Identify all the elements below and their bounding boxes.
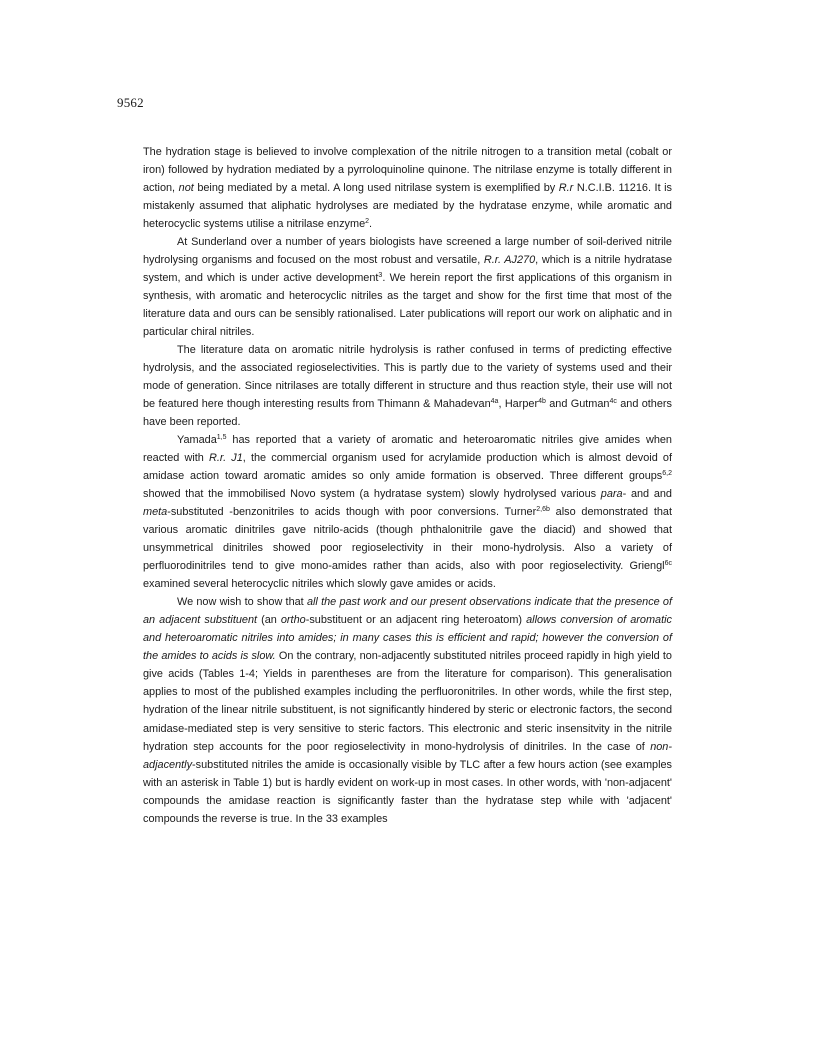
- text-run: -substituent or an adjacent ring heteroatom): [305, 614, 527, 627]
- italic-text: allows conversion of aromatic and heteroaromatic nitriles into amides; in many cases this is efficient and rapid; however the conversion of the amides to acids is slow.: [143, 614, 672, 663]
- text-run: The hydration stage is believed to involve complexation of the nitrile nitrogen to a transition metal (cobalt or iron) followed by hydration mediated by a pyrroloquinoline quinone. The nitrilase enzyme is totally different in action,: [143, 146, 672, 195]
- paragraph: [143, 341, 672, 431]
- text-run: We now wish to show that: [177, 596, 307, 609]
- text-run: being mediated by a metal. A long used nitrilase system is exemplified by: [193, 182, 559, 195]
- italic-text: ortho: [280, 614, 306, 627]
- text-run: At Sunderland over a number of years biologists have screened a large number of soil-derived nitrile hydrolysing organisms and focused on the most robust and versatile,: [143, 236, 672, 267]
- text-run: , the commercial organism used for acrylamide production which is almost devoid of amidase action toward aromatic amides so only amide formation is observed. Three different groups: [143, 452, 672, 483]
- paragraph: [143, 431, 672, 593]
- text-run: examined several heterocyclic nitriles which slowly gave amides or acids.: [143, 578, 496, 591]
- text-run: N.C.I.B. 11216. It is mistakenly assumed that aliphatic hydrolyses are mediated by the hydratase enzyme, while aromatic and heterocyclic systems utilise a nitrilase enzyme: [143, 182, 672, 231]
- text-run: .: [369, 218, 373, 231]
- text-run: -substituted nitriles the amide is occasionally visible by TLC after a few hours action (see examples with an asterisk in Table 1) but is hardly evident on work-up in most cases. In other words, with 'non-adjacent' compounds the amidase reaction is significantly faster than the hydratase step while with 'adjacent' compounds the reverse is true. In the 33 examples: [143, 758, 672, 825]
- text-run: also demonstrated that various aromatic dinitriles gave nitrilo-acids (though phthalonitrile gave the diacid) and showed that unsymmetrical dinitriles showed poor regioselectivity in their mono-hydrolysis. Also a variety of perfluorodinitriles tend to give mono-amides rather than acids, also with poor regioselectivity. Griengl: [143, 506, 672, 573]
- text-run: - and and: [622, 488, 672, 501]
- text-run: and others have been reported.: [143, 398, 672, 429]
- text-run: has reported that a variety of aromatic and heteroaromatic nitriles give amides when reacted with: [143, 434, 672, 465]
- text-run: , which is a nitrile hydratase system, and which is under active development: [143, 254, 673, 285]
- reference-superscript: 1,5: [216, 434, 227, 442]
- reference-superscript: 2: [365, 218, 370, 226]
- text-run: and Gutman: [545, 398, 610, 411]
- text-run: showed that the immobilised Novo system (a hydratase system) slowly hydrolysed various: [143, 488, 601, 501]
- reference-superscript: 4b: [538, 398, 546, 406]
- italic-text: all the past work and our present observations indicate that the presence of an adjacent substituent: [143, 596, 673, 627]
- text-run: Yamada: [177, 434, 217, 447]
- reference-superscript: 6,2: [662, 470, 672, 478]
- text-run: , Harper: [498, 398, 539, 411]
- italic-text: R.r: [558, 182, 574, 195]
- reference-superscript: 4a: [490, 398, 499, 406]
- page-number: 9562: [117, 95, 144, 110]
- text-run: The literature data on aromatic nitrile hydrolysis is rather confused in terms of predicting effective hydrolysis, and the associated regioselectivities. This is partly due to the variety of systems used and their mode of generation. Since nitrilases are totally different in structure and thus reaction style, their use will not be featured here though interesting results from Thimann & Mahadevan: [143, 344, 672, 411]
- italic-text: meta: [143, 506, 168, 519]
- reference-superscript: 6c: [664, 560, 672, 568]
- text-run: . We herein report the first applications of this organism in synthesis, with aromatic and heterocyclic nitriles as the target and show for the first time that most of the literature data and ours can be sensibly rationalised. Later publications will report our work on aliphatic and in particular chiral nitriles.: [143, 272, 672, 339]
- paragraph: [143, 593, 672, 827]
- reference-superscript: 3: [378, 272, 383, 280]
- text-run: -substituted -benzonitriles to acids though with poor conversions. Turner: [167, 506, 537, 519]
- italic-text: para: [600, 488, 623, 501]
- italic-text: R.r. J1: [209, 452, 243, 465]
- text-run: (an: [257, 614, 281, 627]
- paragraph: [143, 233, 672, 341]
- article-body: [143, 143, 672, 828]
- text-run: On the contrary, non-adjacently substituted nitriles proceed rapidly in high yield to give acids (Tables 1-4; Yields in parentheses are from the literature for comparison). This generalisation applies to most of the published examples including the perfluoronitriles. In other words, while the first step, hydration of the linear nitrile substituent, is not significantly hindered by steric or electronic factors, the second amidase-mediated step is very sensitive to steric factors. This electronic and steric insensitvity in the nitrile hydration step accounts for the poor regioselectivity in mono-hydrolysis of dinitriles. In the case of: [143, 650, 672, 753]
- italic-text: R.r. AJ270: [483, 254, 536, 267]
- reference-superscript: 4c: [609, 398, 617, 406]
- italic-text: non-adjacently: [143, 740, 672, 771]
- reference-superscript: 2,6b: [536, 506, 550, 514]
- paragraph: [143, 143, 672, 233]
- italic-text: not: [178, 182, 194, 195]
